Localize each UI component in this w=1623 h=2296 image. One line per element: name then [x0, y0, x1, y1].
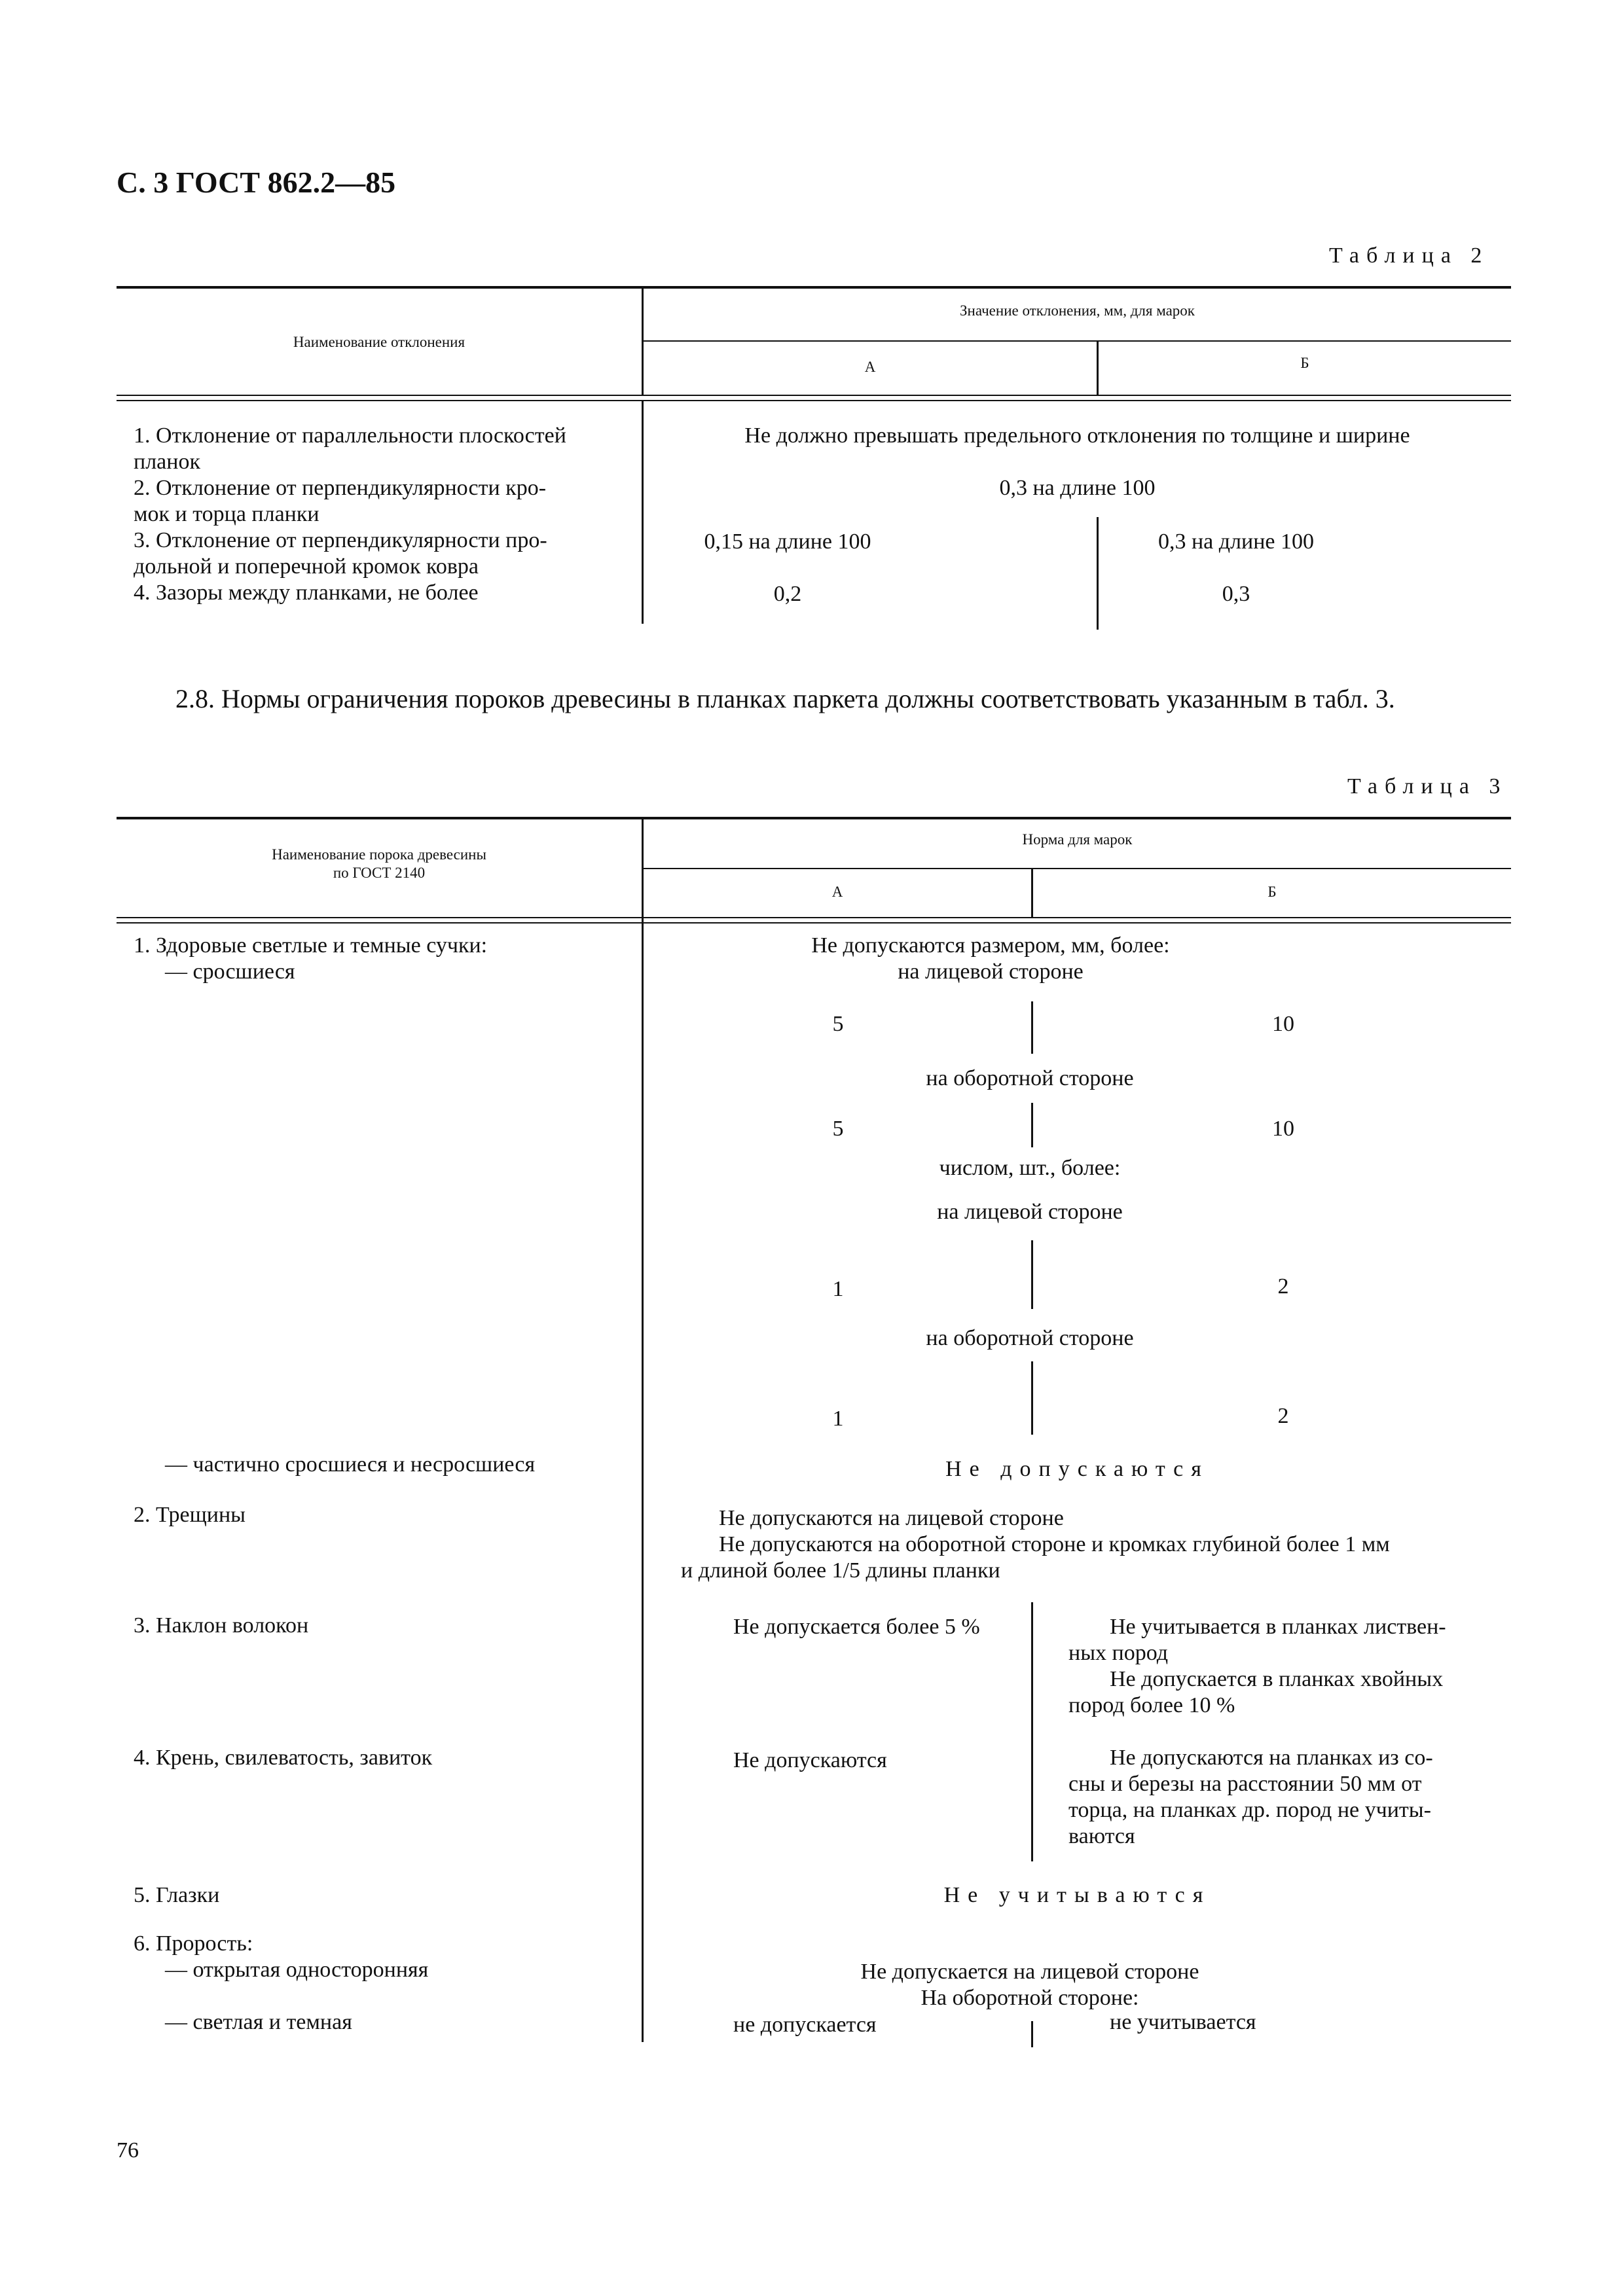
- table3-top-rule: [117, 817, 1511, 819]
- table3-row2-value-line1: Не допускаются на лицевой стороне: [719, 1506, 1064, 1530]
- table3-row1-face-divider: [1031, 1001, 1033, 1054]
- table3-row1-cf-a: 1: [832, 1277, 844, 1301]
- table2-header-a: А: [864, 359, 876, 375]
- table2-top-rule: [117, 286, 1511, 289]
- table3-header-b: Б: [1267, 884, 1277, 900]
- table3-row1-cf-b: 2: [1277, 1274, 1289, 1299]
- table3-row3-b-line3: Не допускается в планках хвойных: [1110, 1667, 1444, 1691]
- table3-row3-b-line1: Не учитывается в планках листвен-: [1110, 1615, 1446, 1639]
- table2-row4-a: 0,2: [773, 582, 802, 606]
- table3-row1-back-label: на оборотной стороне: [926, 1066, 1134, 1090]
- table3-row2-value-line2: Не допускаются на оборотной стороне и кромках глубиной более 1 мм: [719, 1532, 1390, 1556]
- table3-header-bottom-rule-1: [117, 917, 1511, 918]
- table2-header-bottom-rule-2: [117, 400, 1511, 401]
- table2-header-bottom-rule-1: [117, 395, 1511, 396]
- table3-row1b-value: Не допускаются: [945, 1457, 1209, 1481]
- table3-row6-name-line2: — открытая односторонняя: [165, 1958, 429, 1982]
- table3-row1-face-b: 10: [1272, 1012, 1294, 1036]
- table3-row1b-name: — частично сросшиеся и несросшиеся: [165, 1452, 536, 1477]
- table3-header-name-line1: Наименование порока древесины: [272, 846, 486, 863]
- table3-row1-name-line2: — сросшиеся: [165, 960, 295, 984]
- table3-row1-count-face-label: на лицевой стороне: [937, 1200, 1123, 1224]
- table3-row3-name: 3. Наклон волокон: [134, 1613, 309, 1638]
- page-header: С. 3 ГОСТ 862.2—85: [117, 166, 396, 199]
- table3-row1-cb-divider: [1031, 1361, 1033, 1435]
- table2-caption: Таблица 2: [1329, 243, 1489, 268]
- table3-row1-count-title: числом, шт., более:: [939, 1156, 1121, 1180]
- table3-row4-name: 4. Крень, свилеватость, завиток: [134, 1746, 433, 1770]
- table3-header-name-line2: по ГОСТ 2140: [333, 865, 426, 881]
- table3-row1-size-title: Не допускаются размером, мм, более:: [811, 933, 1170, 958]
- table2-row1-name-line2: планок: [134, 450, 200, 474]
- page-number: 76: [117, 2138, 139, 2162]
- table2-row4-b: 0,3: [1222, 582, 1250, 606]
- table2-row2-name-line2: мок и торца планки: [134, 502, 319, 526]
- table3-row1-cf-divider: [1031, 1240, 1033, 1309]
- table2-row3-name-line1: 3. Отклонение от перпендикулярности про-: [134, 528, 547, 552]
- table3-row5-name: 5. Глазки: [134, 1883, 220, 1907]
- table3-row1-back-divider: [1031, 1103, 1033, 1147]
- table3-col-divider: [642, 817, 644, 2042]
- table3-row1-face-a: 5: [832, 1012, 844, 1036]
- table3-row6-name-line1: 6. Прорость:: [134, 1931, 253, 1956]
- table3-caption: Таблица 3: [1347, 774, 1508, 798]
- table3-header-bottom-rule-2: [117, 922, 1511, 924]
- table3-row6-sub-a: не допускается: [733, 2013, 877, 2037]
- table3-row4-b-line4: ваются: [1068, 1824, 1135, 1848]
- table2-row1-name-line1: 1. Отклонение от параллельности плоскостей: [134, 423, 566, 448]
- table3-row2-value-line3: и длиной более 1/5 длины планки: [681, 1558, 1000, 1583]
- table2-row2-name-line1: 2. Отклонение от перпендикулярности кро-: [134, 476, 547, 500]
- table3-row3-a: Не допускается более 5 %: [733, 1615, 980, 1639]
- table2-row1-value: Не должно превышать предельного отклонения по толщине и ширине: [744, 423, 1410, 448]
- table2-row2-value: 0,3 на длине 100: [999, 476, 1156, 500]
- table3-row3-divider: [1031, 1602, 1033, 1861]
- table3-row6-value-line2: На оборотной стороне:: [921, 1986, 1139, 2010]
- table3-row6-sub-name: — светлая и темная: [165, 2010, 352, 2034]
- table3-row1-count-back-label: на оборотной стороне: [926, 1326, 1134, 1350]
- table2-header-value: Значение отклонения, мм, для марок: [960, 302, 1195, 319]
- table2-header-b: Б: [1300, 355, 1309, 371]
- table2-row3-b: 0,3 на длине 100: [1158, 529, 1315, 554]
- table3-row5-value: Не учитываются: [943, 1883, 1211, 1907]
- table3-row4-b-line3: торца, на планках др. пород не учиты-: [1068, 1798, 1431, 1822]
- table3-row1-face-label: на лицевой стороне: [898, 960, 1084, 984]
- table2-subheader-rule: [644, 340, 1511, 342]
- table3-row1-name-line1: 1. Здоровые светлые и темные сучки:: [134, 933, 488, 958]
- paragraph-2-8: 2.8. Нормы ограничения пороков древесины в планках паркета должны соответствовать указанным в табл. 3.: [175, 684, 1395, 713]
- table2-row4-name: 4. Зазоры между планками, не более: [134, 581, 479, 605]
- table3-row4-a: Не допускаются: [733, 1748, 887, 1772]
- table3-row1-back-b: 10: [1272, 1117, 1294, 1141]
- table3-row4-b-line1: Не допускаются на планках из со-: [1110, 1746, 1433, 1770]
- table3-row1-cb-a: 1: [832, 1407, 844, 1431]
- table3-header-norm: Норма для марок: [1022, 831, 1133, 848]
- table2-row3-a: 0,15 на длине 100: [704, 529, 871, 554]
- table3-row3-b-line2: ных пород: [1068, 1641, 1169, 1665]
- table3-row6-value-line1: Не допускается на лицевой стороне: [860, 1960, 1199, 1984]
- table3-row2-name: 2. Трещины: [134, 1503, 246, 1527]
- table3-row3-b-line4: пород более 10 %: [1068, 1693, 1235, 1717]
- table3-row1-back-a: 5: [832, 1117, 844, 1141]
- table3-subheader-rule: [644, 868, 1511, 869]
- table3-row1-cb-b: 2: [1277, 1404, 1289, 1428]
- table3-row6-sub-b: не учитывается: [1110, 2010, 1256, 2034]
- table3-row4-b-line2: сны и березы на расстоянии 50 мм от: [1068, 1772, 1422, 1796]
- table3-header-a: А: [831, 884, 843, 900]
- table2-row3-name-line2: дольной и поперечной кромок ковра: [134, 554, 479, 579]
- table3-row6-sub-divider: [1031, 2021, 1033, 2047]
- table2-header-name: Наименование отклонения: [293, 334, 465, 350]
